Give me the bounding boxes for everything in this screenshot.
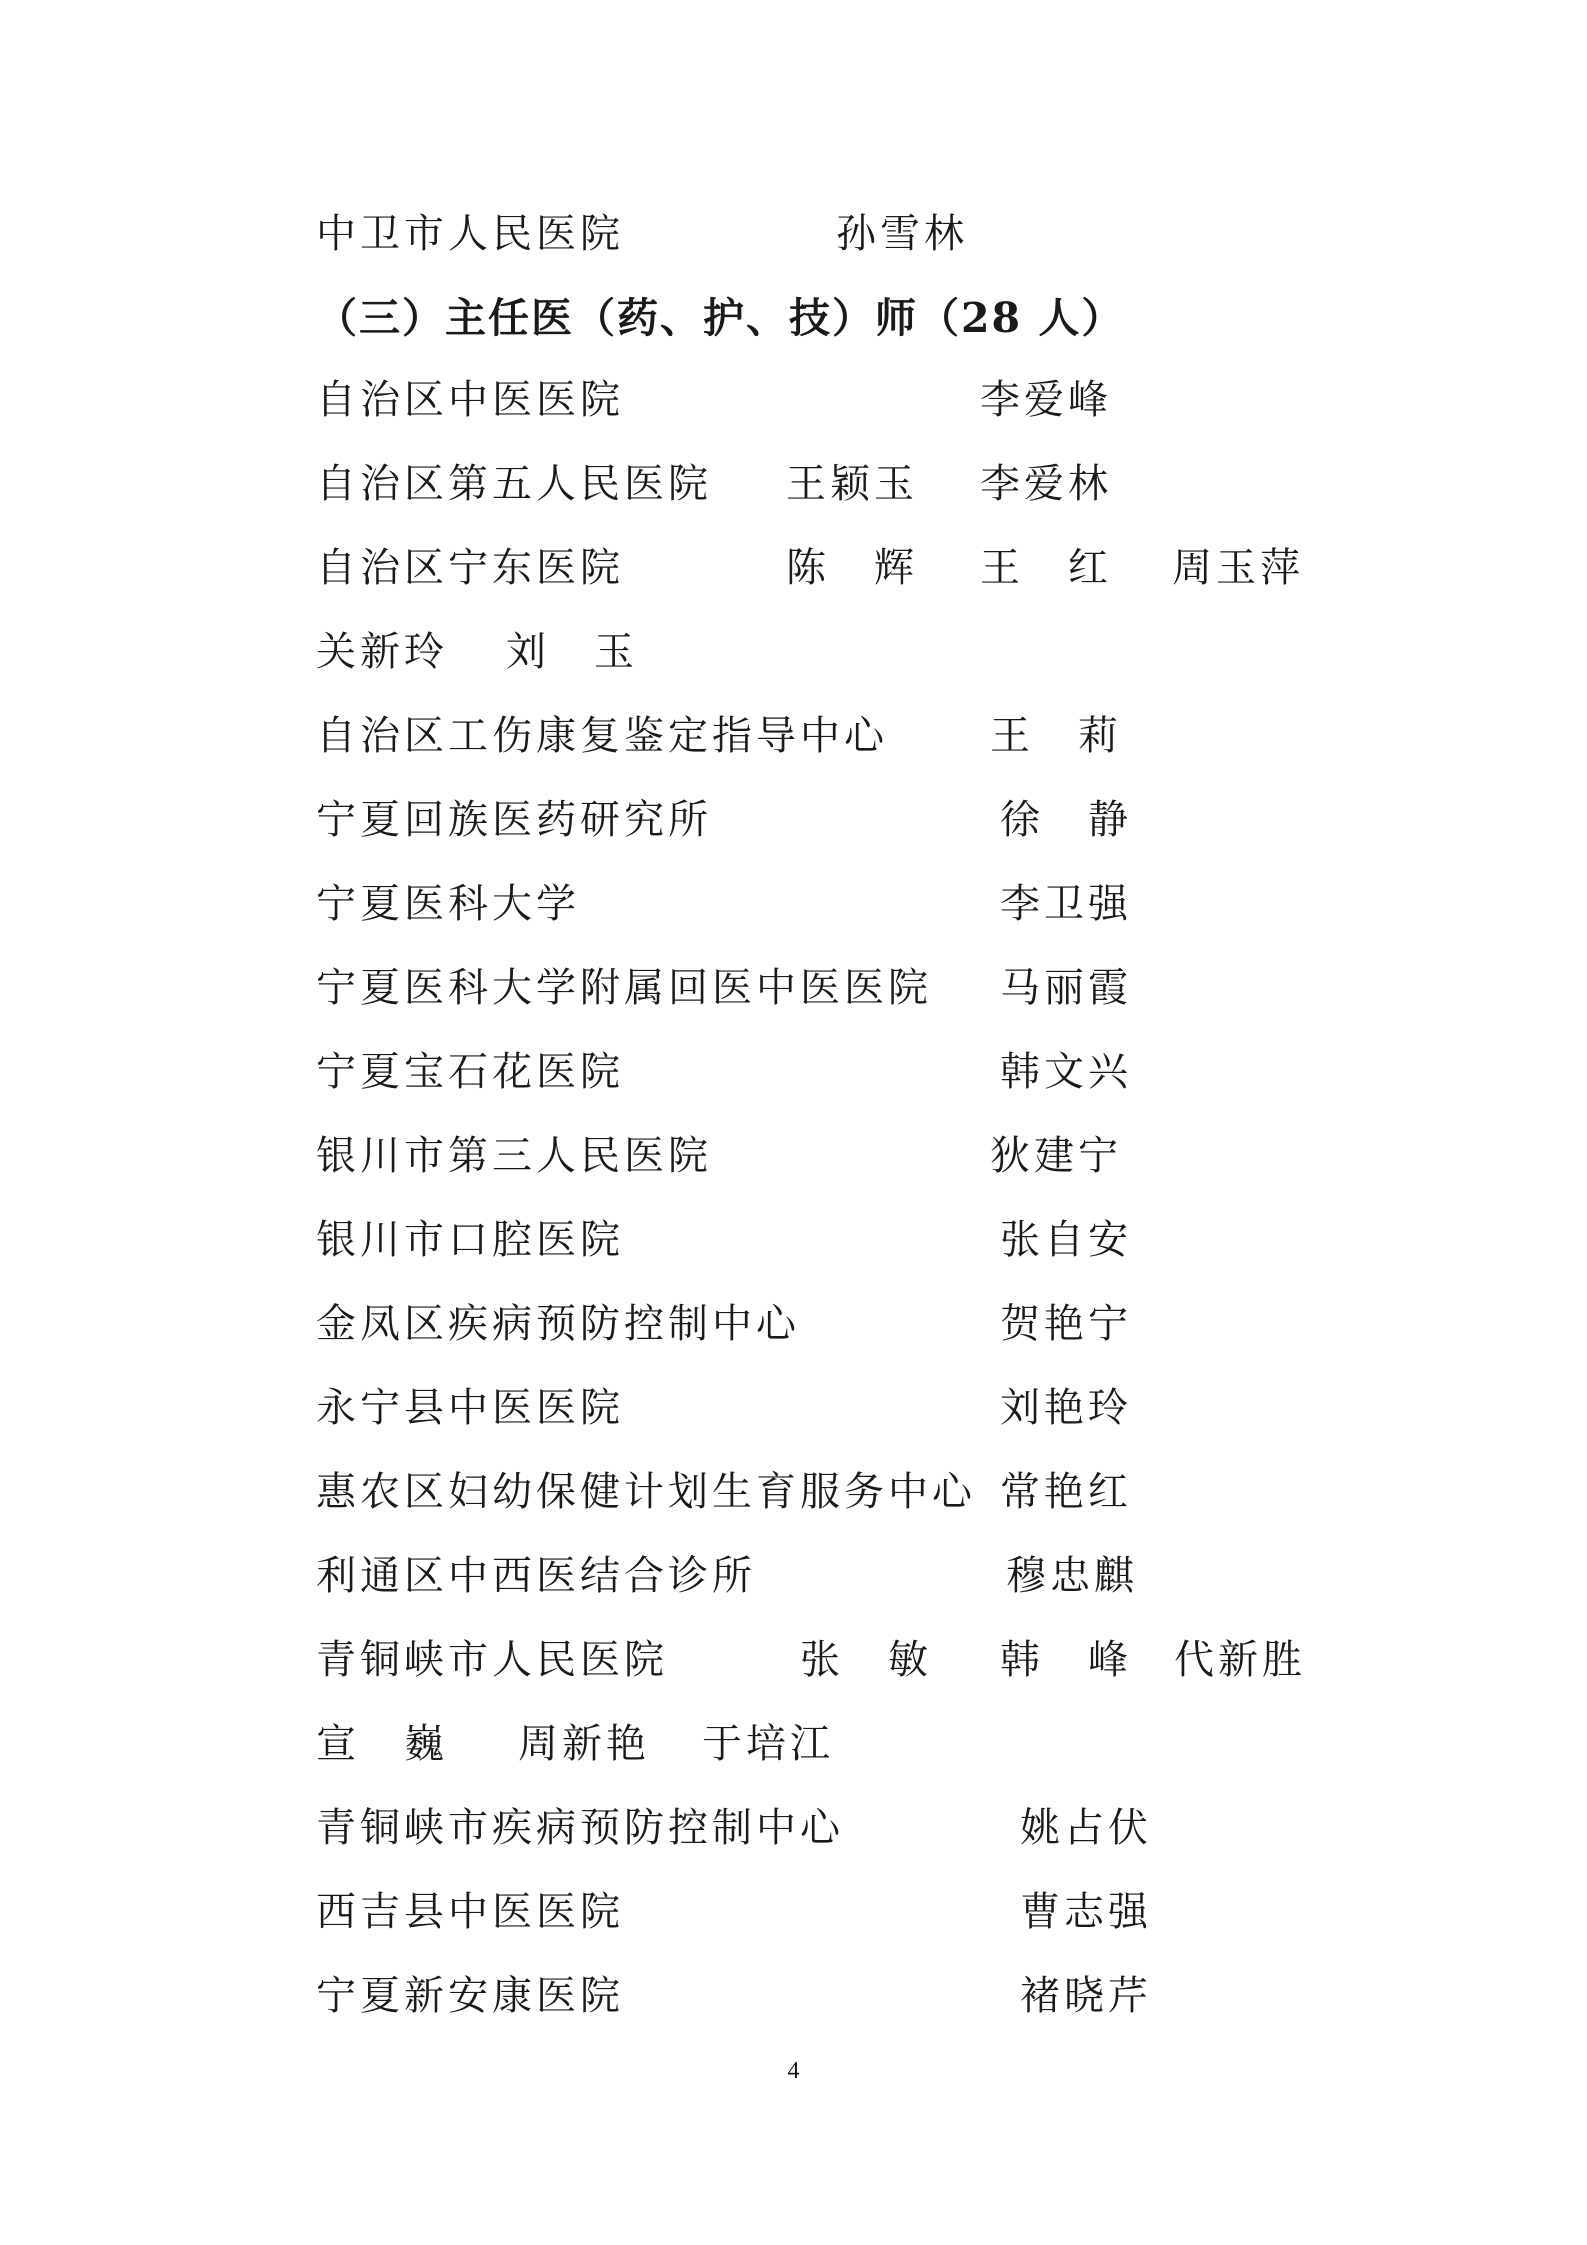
person-name: 贺艳宁 <box>1000 1301 1132 1347</box>
hospital-name: 宁夏回族医药研究所 <box>316 797 712 843</box>
hospital-name: 宁夏医科大学 <box>316 881 580 927</box>
person-name: 徐 静 <box>1000 797 1132 843</box>
person-name: 孙雪林 <box>836 211 968 257</box>
person-name: 刘艳玲 <box>1000 1385 1132 1431</box>
person-name: 关新玲 <box>316 629 448 675</box>
hospital-name: 青铜峡市人民医院 <box>316 1637 668 1683</box>
person-name: 李爱峰 <box>980 377 1112 423</box>
hospital-name: 宁夏医科大学附属回医中医医院 <box>316 965 932 1011</box>
person-name: 张 敏 <box>800 1637 932 1683</box>
person-name: 张自安 <box>1000 1217 1132 1263</box>
hospital-name: 银川市口腔医院 <box>316 1217 624 1263</box>
hospital-name: 惠农区妇幼保健计划生育服务中心 <box>316 1469 976 1515</box>
hospital-name: 自治区第五人民医院 <box>316 461 712 507</box>
person-name: 姚占伏 <box>1020 1805 1152 1851</box>
hospital-name: 利通区中西医结合诊所 <box>316 1553 756 1599</box>
person-name: 马丽霞 <box>1000 965 1132 1011</box>
person-name: 刘 玉 <box>506 629 638 675</box>
person-name: 李卫强 <box>1000 881 1132 927</box>
person-name: 李爱林 <box>980 461 1112 507</box>
person-name: 王 莉 <box>990 713 1122 759</box>
hospital-name: 金凤区疾病预防控制中心 <box>316 1301 800 1347</box>
person-name: 穆忠麒 <box>1006 1553 1138 1599</box>
person-name: 宣 巍 <box>316 1721 448 1767</box>
person-name: 王颖玉 <box>786 461 918 507</box>
hospital-name: 宁夏新安康医院 <box>316 1973 624 2019</box>
person-name: 常艳红 <box>1000 1469 1132 1515</box>
person-name: 陈 辉 <box>786 545 918 591</box>
page-number: 4 <box>787 2058 800 2084</box>
person-name: 代新胜 <box>1174 1637 1306 1683</box>
hospital-name: 自治区宁东医院 <box>316 545 624 591</box>
person-name: 褚晓芹 <box>1020 1973 1152 2019</box>
person-name: 周新艳 <box>518 1721 650 1767</box>
hospital-name: 银川市第三人民医院 <box>316 1133 712 1179</box>
person-name: 狄建宁 <box>990 1133 1122 1179</box>
person-name: 于培江 <box>702 1721 834 1767</box>
person-name: 周玉萍 <box>1172 545 1304 591</box>
hospital-name: 宁夏宝石花医院 <box>316 1049 624 1095</box>
hospital-name: 永宁县中医医院 <box>316 1385 624 1431</box>
hospital-name: 自治区工伤康复鉴定指导中心 <box>316 713 888 759</box>
section-heading: （三）主任医（药、护、技）师（28 人） <box>316 294 1125 342</box>
person-name: 曹志强 <box>1020 1889 1152 1935</box>
hospital-name: 自治区中医医院 <box>316 377 624 423</box>
hospital-name: 青铜峡市疾病预防控制中心 <box>316 1805 844 1851</box>
hospital-name: 中卫市人民医院 <box>316 211 624 257</box>
hospital-name: 西吉县中医医院 <box>316 1889 624 1935</box>
person-name: 韩 峰 <box>1000 1637 1132 1683</box>
person-name: 王 红 <box>980 545 1112 591</box>
person-name: 韩文兴 <box>1000 1049 1132 1095</box>
